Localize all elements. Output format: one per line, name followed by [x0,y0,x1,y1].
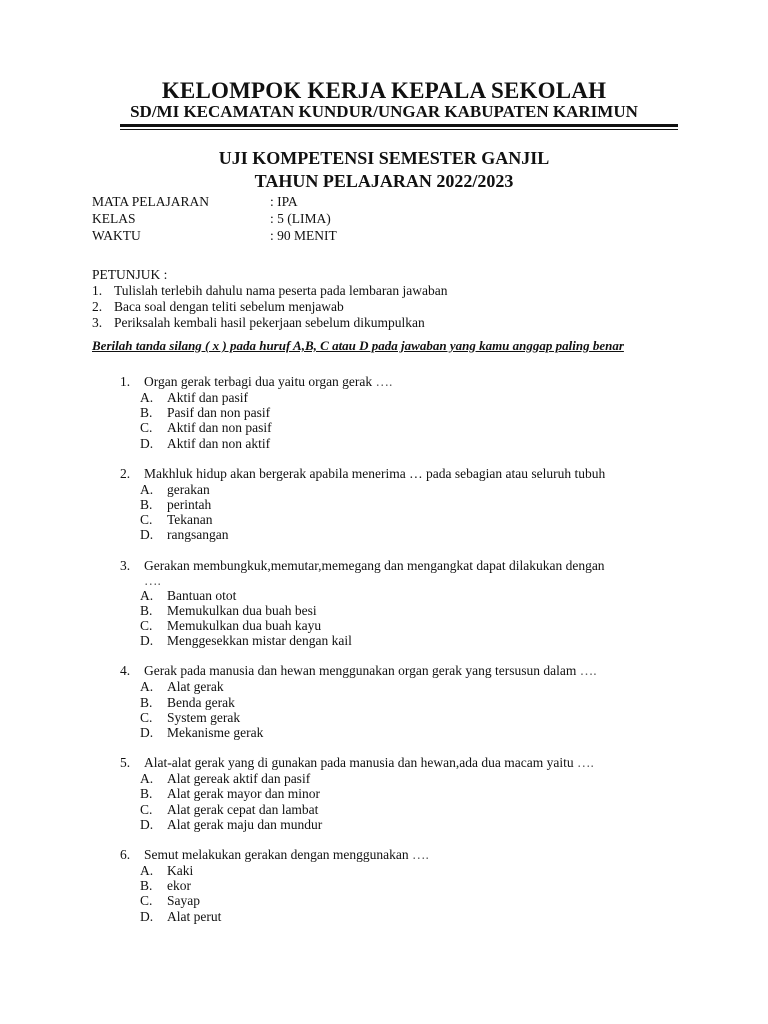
info-row-time [92,227,337,244]
info-value: : IPA [270,194,298,209]
info-label: MATA PELAJARAN [92,194,210,209]
question-text: Semut melakukan gerakan dengan menggunakan …. [144,847,429,863]
option-d[interactable]: D. Alat perut [140,908,222,924]
question-number: 4. [120,663,131,679]
question-number: 3. [120,557,131,573]
question-4 [120,663,660,740]
option-d[interactable]: D. Mekanisme gerak [140,725,264,741]
option-c[interactable]: C. Alat gerak cepat dan lambat [140,801,319,817]
instruction-number: 3. [92,315,103,330]
option-c[interactable]: C. Memukulkan dua buah kayu [140,618,322,634]
question-2 [120,466,660,543]
exam-info [92,193,337,244]
school-district-subtitle: SD/MI KECAMATAN KUNDUR/UNGAR KABUPATEN KARIMUN [130,102,638,121]
option-b[interactable]: B. Benda gerak [140,694,235,710]
question-text: Gerakan membungkuk,memutar,memegang dan mengangkat dapat dilakukan dengan [144,557,605,573]
info-label: KELAS [92,211,136,226]
instruction-text: Tulislah terlebih dahulu nama peserta pada lembaran jawaban [114,283,448,298]
option-c[interactable]: C. Sayap [140,893,200,909]
option-a[interactable]: A. Bantuan otot [140,587,237,603]
exam-year: TAHUN PELAJARAN 2022/2023 [254,171,514,191]
question-number: 2. [120,465,131,481]
option-b[interactable]: B. perintah [140,497,212,513]
option-d[interactable]: D. Aktif dan non aktif [140,435,271,451]
option-c[interactable]: C. System gerak [140,709,241,725]
instructions-block [92,266,448,331]
info-value: : 5 (LIMA) [270,211,331,226]
instruction-text: Periksalah kembali hasil pekerjaan sebelum dikumpulkan [114,315,425,330]
exam-title: UJI KOMPETENSI SEMESTER GANJIL [218,148,550,168]
question-5 [120,755,660,832]
option-a[interactable]: A. Alat gerak [140,679,224,695]
question-text: Makhluk hidup akan bergerak apabila menerima … pada sebagian atau seluruh tubuh [144,465,606,481]
option-a[interactable]: A. Kaki [140,863,194,879]
info-row-subject [92,193,337,210]
instruction-text: Baca soal dengan teliti sebelum menjawab [114,299,344,314]
option-a[interactable]: A. Aktif dan pasif [140,390,248,405]
option-d[interactable]: D. Menggesekkan mistar dengan kail [140,633,352,649]
option-c[interactable]: C. Aktif dan non pasif [140,420,272,436]
answer-instruction: Berilah tanda silang ( x ) pada huruf A,B, C atau D pada jawaban yang kamu anggap paling benar [92,338,624,353]
question-text: Organ gerak terbagi dua yaitu organ gerak …. [144,374,393,389]
instructions-title: PETUNJUK : [92,267,168,282]
instruction-number: 2. [92,299,103,314]
header-divider-thin [120,129,678,130]
option-d[interactable]: D. Alat gerak maju dan mundur [140,816,323,832]
option-c[interactable]: C. Tekanan [140,512,213,528]
info-label: WAKTU [92,228,141,243]
instruction-item [92,283,448,299]
question-text: Alat-alat gerak yang di gunakan pada manusia dan hewan,ada dua macam yaitu …. [144,755,594,771]
option-b[interactable]: B. Pasif dan non pasif [140,405,271,421]
question-text: Gerak pada manusia dan hewan menggunakan organ gerak yang tersusun dalam …. [144,663,597,679]
header-divider-thick [120,124,678,127]
question-number: 6. [120,847,131,863]
option-a[interactable]: A. gerakan [140,481,210,497]
question-list [120,374,660,939]
option-d[interactable]: D. rangsangan [140,527,229,543]
option-b[interactable]: B. Alat gerak mayor dan minor [140,786,320,802]
question-1 [120,374,660,451]
option-b[interactable]: B. ekor [140,878,191,894]
option-a[interactable]: A. Alat gereak aktif dan pasif [140,771,311,787]
question-3 [120,558,660,649]
instruction-item [92,315,448,331]
option-b[interactable]: B. Memukulkan dua buah besi [140,602,317,618]
info-row-class [92,210,337,227]
question-number: 1. [120,374,131,389]
instruction-item [92,299,448,315]
question-6 [120,847,660,924]
question-number: 5. [120,755,131,771]
school-group-title: KELOMPOK KERJA KEPALA SEKOLAH [161,78,607,103]
info-value: : 90 MENIT [270,228,337,243]
instruction-number: 1. [92,283,103,298]
question-continuation: …. [144,572,161,588]
